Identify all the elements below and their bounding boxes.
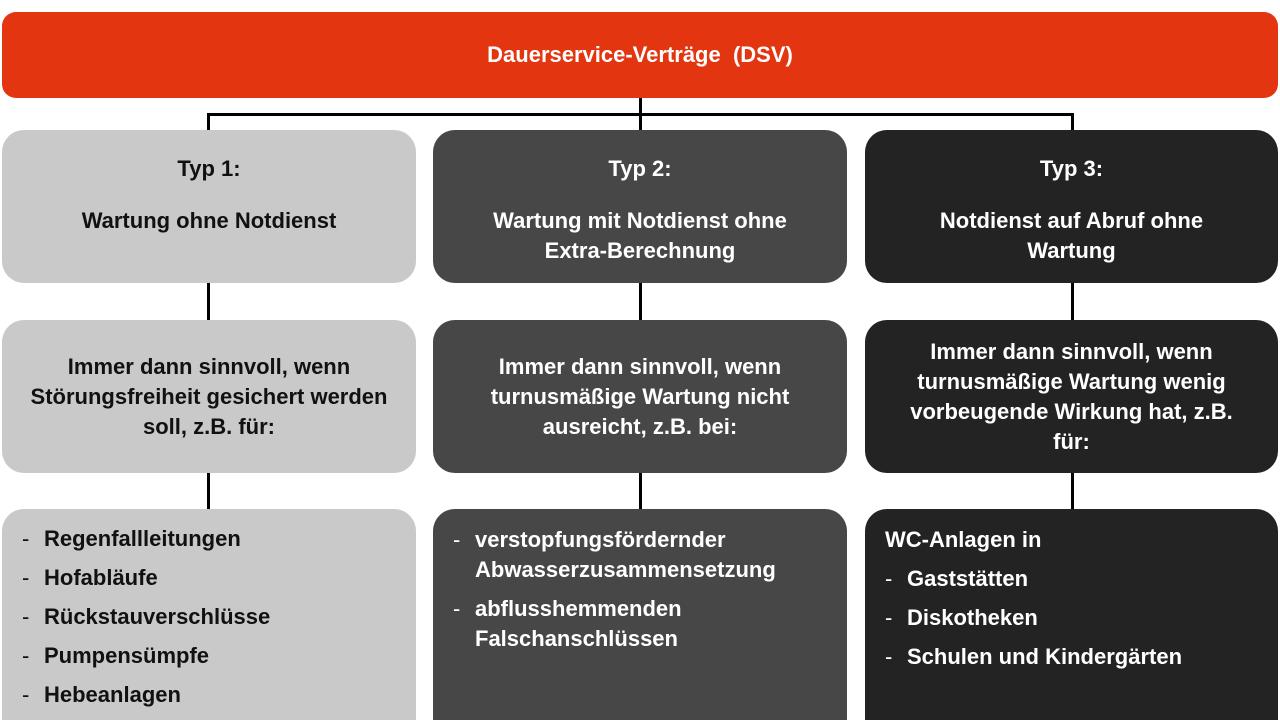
connector-col1-top xyxy=(207,113,210,130)
list-item: - Diskotheken xyxy=(885,603,1182,633)
list-item: - Schulen und Kindergärten xyxy=(885,642,1182,672)
list-item: - Hebeanlagen xyxy=(22,680,270,710)
diagram-title-text: Dauerservice-Verträge (DSV) xyxy=(487,42,793,67)
type-3-list-intro: WC-Anlagen in xyxy=(885,527,1042,552)
connector-col2-top xyxy=(639,113,642,130)
type-2-condition-box xyxy=(433,320,847,473)
list-item: - Rückstauverschlüsse xyxy=(22,602,270,632)
type-3-examples-box xyxy=(865,509,1278,720)
type-3-condition: Immer dann sinnvoll, wenn turnusmäßige Wartung wenig vorbeugende Wirkung hat, z.B. für: xyxy=(910,338,1233,454)
type-1-box xyxy=(2,130,416,283)
connector-col3-low xyxy=(1071,473,1074,509)
type-1-description: Wartung ohne Notdienst xyxy=(81,208,337,233)
type-3-label: Typ 3: xyxy=(1039,156,1104,181)
connector-col3-top xyxy=(1071,113,1074,130)
list-item: - abflusshemmenden Falschanschlüssen xyxy=(453,594,833,654)
type-2-examples-box xyxy=(433,509,847,720)
connector-col1-low xyxy=(207,473,210,509)
list-item: - Regenfallleitungen xyxy=(22,524,270,554)
connector-col2-low xyxy=(639,473,642,509)
type-2-label: Typ 2: xyxy=(608,156,672,181)
list-item: - Gaststätten xyxy=(885,564,1182,594)
type-3-condition-box xyxy=(865,320,1278,473)
type-2-examples-list xyxy=(453,525,833,654)
list-item: - Hofabläufe xyxy=(22,563,270,593)
type-1-examples-list xyxy=(22,524,270,710)
type-2-description: Wartung mit Notdienst ohne Extra-Berechnung xyxy=(493,208,787,263)
type-1-label: Typ 1: xyxy=(177,156,241,181)
diagram-title xyxy=(2,12,1278,98)
connector-col2-mid xyxy=(639,283,642,320)
list-item: - verstopfungsfördernder Abwasserzusammensetzung xyxy=(453,525,833,585)
connector-col3-mid xyxy=(1071,283,1074,320)
type-3-examples-list xyxy=(885,564,1182,672)
connector-col1-mid xyxy=(207,283,210,320)
list-item: - Pumpensümpfe xyxy=(22,641,270,671)
type-1-examples-box xyxy=(2,509,416,720)
type-3-box xyxy=(865,130,1278,283)
type-2-box xyxy=(433,130,847,283)
type-2-condition: Immer dann sinnvoll, wenn turnusmäßige Wartung nicht ausreicht, z.B. bei: xyxy=(490,353,790,439)
type-3-description: Notdienst auf Abruf ohne Wartung xyxy=(939,208,1204,263)
type-1-condition-box xyxy=(2,320,416,473)
type-1-condition: Immer dann sinnvoll, wenn Störungsfreiheit gesichert werden soll, z.B. für: xyxy=(30,353,388,439)
